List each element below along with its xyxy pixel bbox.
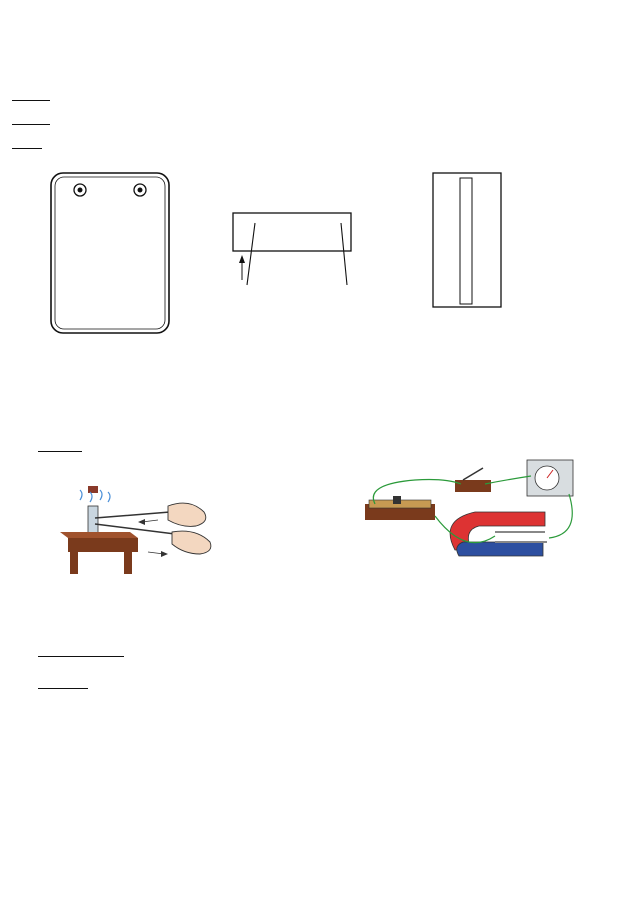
current-arrow-icon xyxy=(239,255,245,280)
q34-answer-blank-2[interactable] xyxy=(76,642,124,657)
figure-19-solenoid xyxy=(225,205,375,285)
q34-line2 xyxy=(38,642,124,663)
question-31 xyxy=(12,110,50,131)
q33-answer-blank[interactable] xyxy=(38,437,82,452)
q30-answer-blank[interactable] xyxy=(12,86,50,101)
q33-line4 xyxy=(38,437,82,458)
q34-answer-blank-3[interactable] xyxy=(38,674,88,689)
q32-answer-blank[interactable] xyxy=(12,134,42,149)
q34-line3 xyxy=(38,674,88,695)
question-32 xyxy=(12,134,42,155)
figure-20-thermometer xyxy=(432,172,504,312)
figure-18-resistance-box xyxy=(50,172,170,334)
question-30 xyxy=(12,86,50,107)
q31-answer-blank[interactable] xyxy=(12,110,50,125)
q34-answer-blank-1[interactable] xyxy=(38,642,76,657)
figure-21-friction-tube xyxy=(50,478,230,578)
figure-22-motor-experiment xyxy=(355,460,585,580)
